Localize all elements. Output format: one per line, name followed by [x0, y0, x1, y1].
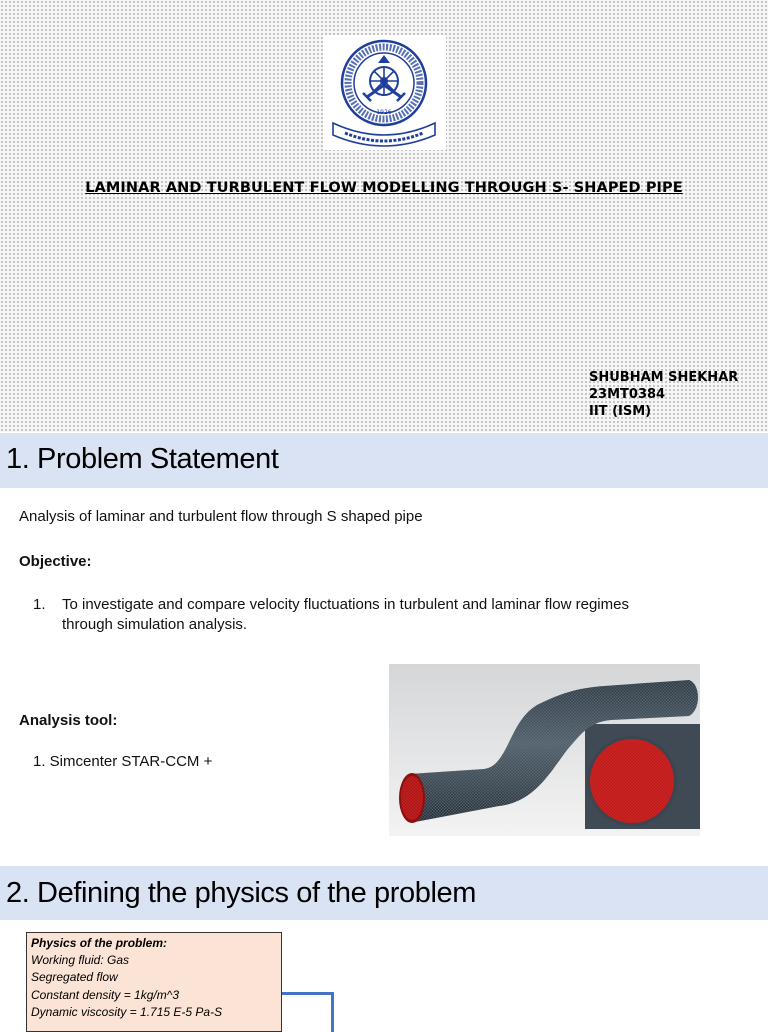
- physics-line-viscosity: Dynamic viscosity = 1.715 E-5 Pa-S: [31, 1004, 223, 1019]
- physics-line-density: Constant density = 1kg/m^3: [31, 987, 180, 1002]
- physics-box-title: Physics of the problem:: [31, 936, 168, 950]
- author-institute: IIT (ISM): [589, 404, 652, 419]
- problem-statement-header-band: [0, 433, 768, 488]
- problem-intro: Analysis of laminar and turbulent flow through S shaped pipe: [19, 508, 423, 525]
- problem-statement-heading: 1. Problem Statement: [6, 443, 279, 475]
- author-name: SHUBHAM SHEKHAR: [589, 370, 739, 385]
- physics-header-band: [0, 866, 768, 920]
- institute-logo: [323, 35, 446, 150]
- objective-item-line2: through simulation analysis.: [62, 616, 248, 633]
- connector-line: [282, 992, 334, 1032]
- objective-item-line1: To investigate and compare velocity fluctuations in turbulent and laminar flow regimes: [62, 596, 629, 613]
- presentation-title: LAMINAR AND TURBULENT FLOW MODELLING THROUGH S- SHAPED PIPE: [85, 180, 683, 196]
- analysis-tool-label: Analysis tool:: [19, 712, 118, 729]
- physics-line-flow: Segregated flow: [31, 970, 118, 985]
- author-id: 23MT0384: [589, 387, 666, 402]
- physics-heading: 2. Defining the physics of the problem: [6, 877, 477, 909]
- svg-text:1926: 1926: [376, 109, 392, 116]
- s-shaped-pipe-image: [389, 664, 700, 836]
- analysis-tool-item: 1. Simcenter STAR-CCM +: [33, 753, 213, 770]
- institute-seal-icon: [323, 35, 446, 150]
- physics-info-box: [26, 932, 282, 1032]
- author-block: [589, 369, 738, 420]
- title-slide: [0, 0, 768, 432]
- objective-label: Objective:: [19, 553, 92, 570]
- physics-line-working-fluid: Working fluid: Gas: [31, 953, 130, 968]
- objective-item-number: 1.: [33, 596, 46, 613]
